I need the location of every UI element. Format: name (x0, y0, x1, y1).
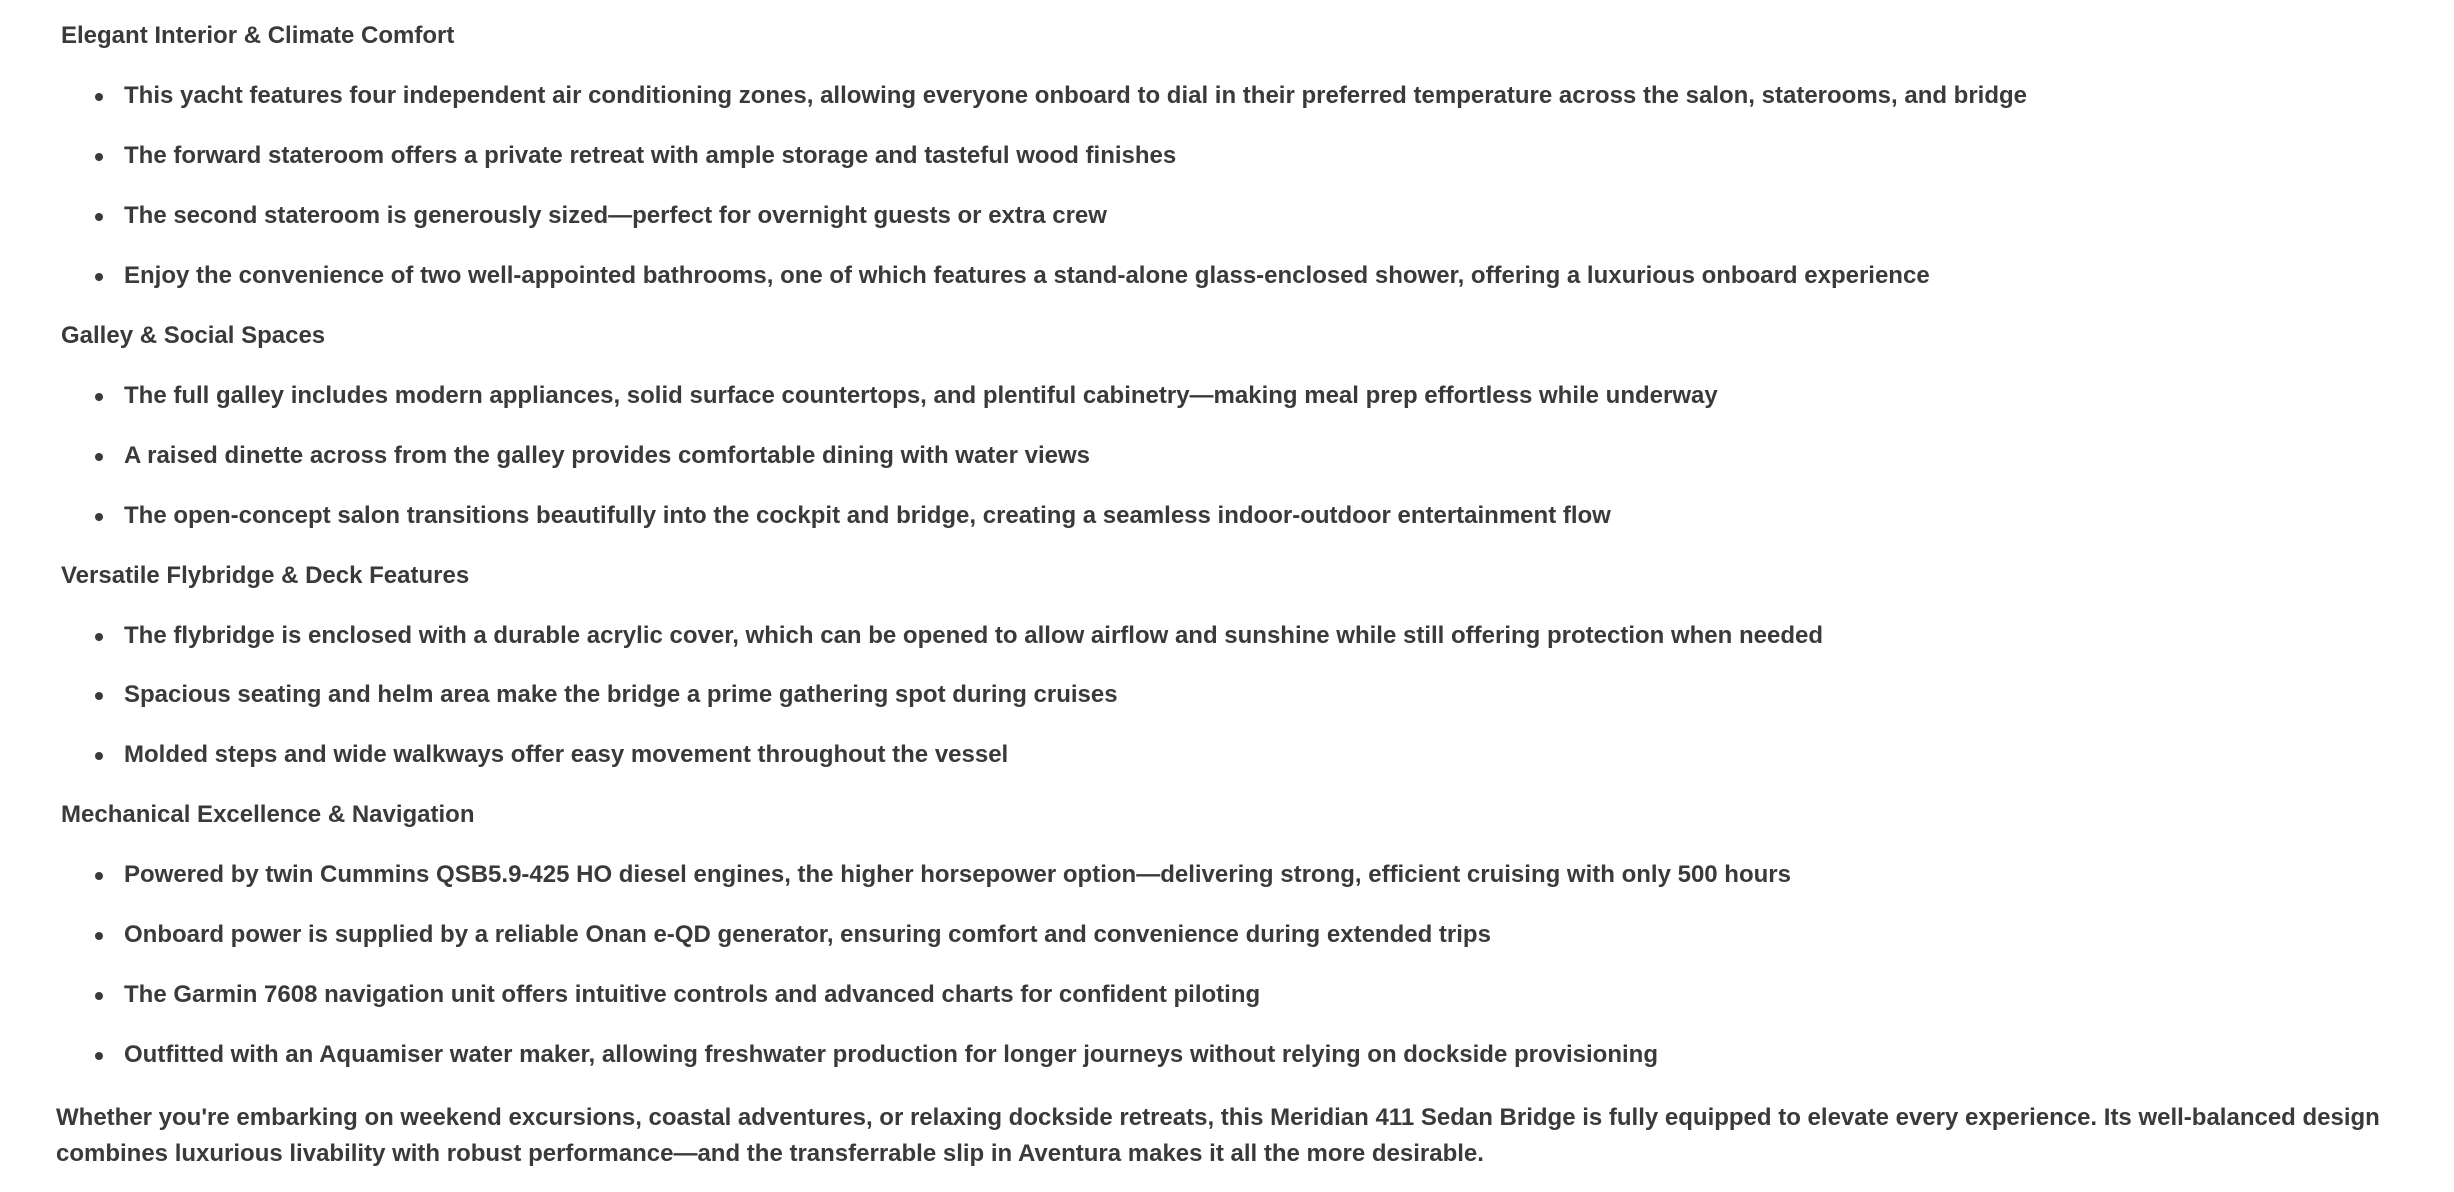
bullet-icon (95, 93, 103, 101)
list-item (124, 860, 1791, 890)
bullet-icon (95, 273, 103, 281)
list-item-text: The Garmin 7608 navigation unit offers intuitive controls and advanced charts for confident piloting (124, 981, 1261, 1008)
list-item-text: Enjoy the convenience of two well-appointed bathrooms, one of which features a stand-alone glass-enclosed shower, offering a luxurious onboard experience (124, 262, 1930, 289)
bullet-icon (95, 633, 103, 641)
bullet-icon (95, 992, 103, 1000)
section-heading-mechanical: Mechanical Excellence & Navigation (61, 801, 475, 828)
list-item (124, 740, 1008, 770)
list-item (124, 680, 1118, 710)
bullet-icon (95, 393, 103, 401)
bullet-icon (95, 513, 103, 521)
list-item (124, 381, 1718, 411)
bullet-icon (95, 1052, 103, 1060)
list-item (124, 920, 1491, 950)
bullet-icon (95, 153, 103, 161)
bullet-icon (95, 752, 103, 760)
bullet-icon (95, 872, 103, 880)
closing-paragraph: Whether you're embarking on weekend excursions, coastal adventures, or relaxing dockside retreats, this Meridian 411 Sedan Bridge is fully equipped to elevate every experience. Its well-balanced design combines luxurious livability with robust performance—and the transferrable slip in Aventura makes it all the more desirable. (56, 1104, 2380, 1167)
list-item-text: A raised dinette across from the galley provides comfortable dining with water views (124, 442, 1091, 469)
section-heading-flybridge: Versatile Flybridge & Deck Features (61, 562, 470, 589)
list-item (124, 81, 2027, 111)
list-item-text: Powered by twin Cummins QSB5.9-425 HO diesel engines, the higher horsepower option—delivering strong, efficient cruising with only 500 hours (124, 861, 1791, 888)
bullet-icon (95, 453, 103, 461)
section-heading-interior: Elegant Interior & Climate Comfort (61, 22, 455, 49)
list-item-text: The second stateroom is generously sized—perfect for overnight guests or extra crew (124, 202, 1107, 229)
list-item (124, 1040, 1658, 1070)
list-item (124, 261, 1930, 291)
list-item-text: The flybridge is enclosed with a durable acrylic cover, which can be opened to allow airflow and sunshine while still offering protection when needed (124, 622, 1823, 649)
list-item-text: The forward stateroom offers a private retreat with ample storage and tasteful wood finishes (124, 142, 1177, 169)
section-heading-galley: Galley & Social Spaces (61, 322, 326, 349)
bullet-icon (95, 692, 103, 700)
bullet-icon (95, 932, 103, 940)
list-item-text: This yacht features four independent air conditioning zones, allowing everyone onboard to dial in their preferred temperature across the salon, staterooms, and bridge (124, 82, 2028, 109)
list-item-text: Outfitted with an Aquamiser water maker, allowing freshwater production for longer journeys without relying on dockside provisioning (124, 1041, 1658, 1068)
list-item (124, 980, 1260, 1010)
list-item-text: Molded steps and wide walkways offer easy movement throughout the vessel (124, 741, 1009, 768)
list-item-text: Spacious seating and helm area make the bridge a prime gathering spot during cruises (124, 681, 1118, 708)
list-item (124, 621, 1823, 651)
list-item-text: Onboard power is supplied by a reliable Onan e-QD generator, ensuring comfort and convenience during extended trips (124, 921, 1491, 948)
list-item (124, 201, 1107, 231)
list-item (124, 141, 1176, 171)
list-item (124, 501, 1611, 531)
bullet-icon (95, 213, 103, 221)
list-item-text: The full galley includes modern appliances, solid surface countertops, and plentiful cabinetry—making meal prep effortless while underway (124, 382, 1718, 409)
list-item (124, 441, 1090, 471)
list-item-text: The open-concept salon transitions beautifully into the cockpit and bridge, creating a seamless indoor-outdoor entertainment flow (124, 502, 1611, 529)
